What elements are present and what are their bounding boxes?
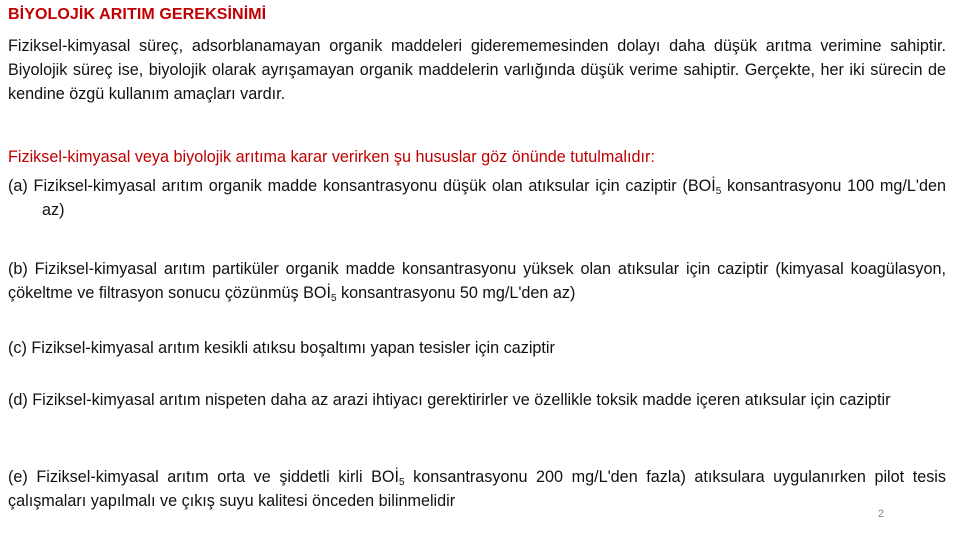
list-item-b-pre: (b) Fiziksel-kimyasal arıtım partiküler organik madde konsantrasyonu yüksek olan atıksular için caziptir (kimyasal koagülasyon, çökeltme ve filtrasyon sonucu çözünmüş BOİ: [8, 260, 946, 302]
list-item-a-pre: (a) Fiziksel-kimyasal arıtım organik madde konsantrasyonu düşük olan atıksular için caziptir (BOİ: [8, 177, 716, 195]
list-item-e-pre: (e) Fiziksel-kimyasal arıtım orta ve şiddetli kirli BOİ: [8, 468, 400, 486]
list-item-c: (c) Fiziksel-kimyasal arıtım kesikli atıksu boşaltımı yapan tesisler için caziptir: [8, 339, 555, 357]
list-item-b-post: konsantrasyonu 50 mg/L'den az): [336, 284, 576, 302]
slide-title: BİYOLOJİK ARITIM GEREKSİNİMİ: [8, 6, 267, 23]
list-item-d: (d) Fiziksel-kimyasal arıtım nispeten daha az arazi ihtiyacı gerektirirler ve özellikle toksik madde içeren atıksular için caziptir: [8, 391, 891, 409]
list-heading: Fiziksel-kimyasal veya biyolojik arıtıma karar verirken şu hususlar göz önünde tutulmalıdır:: [8, 148, 655, 166]
intro-paragraph: Fiziksel-kimyasal süreç, adsorblanamayan organik maddeleri giderememesinden dolayı daha düşük arıtma verimine sahiptir. Biyolojik süreç ise, biyolojik olarak ayrışamayan organik maddelerin varlığında düşük verime sahiptir. Gerçekte, her iki sürecin de kendine özgü kullanım amaçları vardır.: [8, 37, 946, 103]
list-item-e: [8, 465, 946, 513]
list-item-b: [8, 257, 946, 305]
list-item-a-subscript: 5: [715, 186, 722, 197]
list-item-a-text: [8, 174, 946, 222]
list-item-e-subscript: 5: [399, 477, 405, 488]
list-item-a: [8, 174, 946, 222]
page-number: 2: [878, 508, 885, 520]
list-item-b-subscript: 5: [331, 293, 337, 304]
list-item-e-post: konsantrasyonu 200 mg/L'den fazla) atıksulara uygulanırken pilot tesis çalışmaları yapılmalı ve çıkış suyu kalitesi önceden bilinmelidir: [8, 468, 946, 510]
list-item-a-post: konsantrasyonu 100 mg/L'den az): [42, 177, 946, 219]
